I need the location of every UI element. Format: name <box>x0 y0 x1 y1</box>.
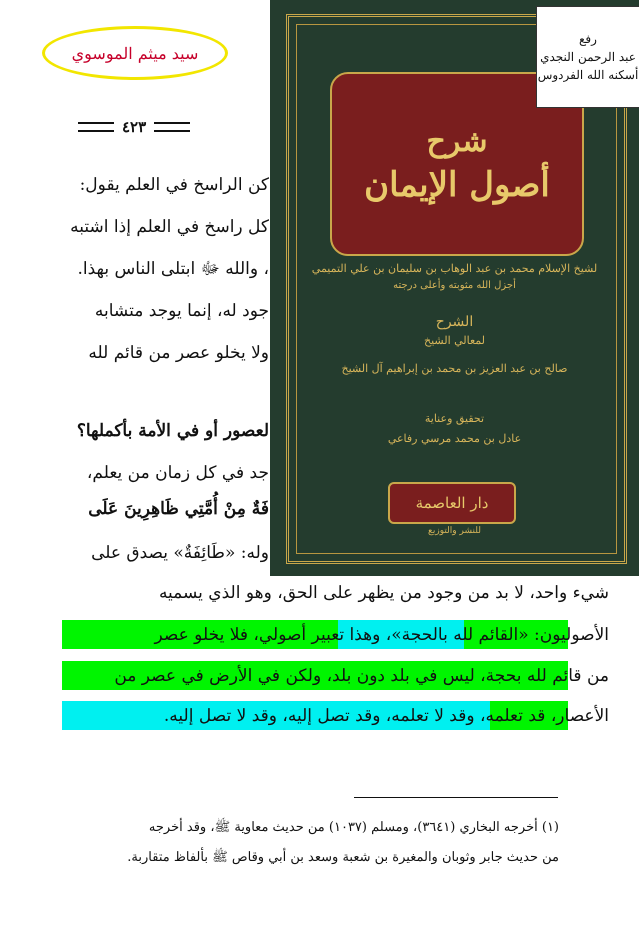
text-line: وله: «طَائِفَةٌ» يصدق على <box>91 543 269 563</box>
cover-editor-label: تحقيق وعناية <box>424 412 485 425</box>
cover-publisher-sub: للنشر والتوزيع <box>428 526 481 536</box>
footnote-line: من حديث جابر وثوبان والمغيرة بن شعبة وسعد بن أبي وقاص ﷺ بألفاظ متقاربة. <box>127 850 559 865</box>
cover-publisher-box <box>388 482 516 524</box>
cover-publisher: دار العاصمة <box>415 494 489 512</box>
section-heading: لعصور أو في الأمة بأكملها؟ <box>76 421 269 441</box>
text-line: كن الراسخ في العلم يقول: <box>79 175 269 195</box>
header-rule <box>78 122 114 132</box>
cover-sharh-label: الشرح <box>435 314 474 330</box>
stamp-line: رفع <box>579 32 597 46</box>
cover-author-line: لشيخ الإسلام محمد بن عبد الوهاب بن سليمان بن علي التميمي <box>311 262 598 275</box>
uploader-stamp <box>536 6 639 108</box>
author-tag-oval <box>42 26 228 80</box>
cover-editor: عادل بن محمد مرسي رفاعي <box>387 432 522 445</box>
text-line: جود له، إنما يوجد متشابه <box>94 301 269 321</box>
hadith-text-line: فَةٌ مِنْ أُمَّتِي ظَاهِرِينَ عَلَى <box>88 499 269 519</box>
text-line: ، والله ﷻ ابتلى الناس بهذا. <box>77 259 269 279</box>
text-line: كل راسخ في العلم إذا اشتبه <box>70 217 269 237</box>
header-rule <box>154 122 190 132</box>
text-line: جد في كل زمان من يعلم، <box>86 463 269 483</box>
cover-title-top: شرح <box>426 123 488 159</box>
stamp-line: أسكنه الله الفردوس <box>537 68 639 82</box>
highlighted-text-line: الأعصار، قد تعلمه، وقد لا تعلمه، وقد تصل إليه، وقد لا تصل إليه. <box>163 706 609 726</box>
cover-title-main: أصول الإيمان <box>364 164 550 205</box>
cover-commentator: صالح بن عبد العزيز بن محمد بن إبراهيم آل الشيخ <box>341 362 568 375</box>
page-number-header <box>78 118 190 136</box>
highlighted-text-line: الأصوليون: «القائم لله بالحجة»، وهذا تعبير أصولي، فلا يخلو عصر <box>154 625 609 645</box>
text-line: ولا يخلو عصر من قائم لله <box>88 343 269 363</box>
page-number: ٤٢٣ <box>122 118 147 136</box>
cover-sub-line: أجزل الله مثوبته وأعلى درجته <box>393 280 516 291</box>
highlighted-text-line: من قائم لله بحجة، ليس في بلد دون بلد، ولكن في الأرض في عصر من <box>114 666 609 686</box>
text-line: شيء واحد، لا بد من وجود من يظهر على الحق، وهو الذي يسميه <box>158 583 609 603</box>
footnote-line: (١) أخرجه البخاري (٣٦٤١)، ومسلم (١٠٣٧) من حديث معاوية ﷺ، وقد أخرجه <box>148 820 559 835</box>
stamp-line: عبد الرحمن النجدي <box>540 50 636 64</box>
footnote-divider <box>354 797 558 798</box>
cover-sharh-by: لمعالي الشيخ <box>423 334 486 347</box>
author-tag: سيد ميثم الموسوي <box>71 43 199 63</box>
